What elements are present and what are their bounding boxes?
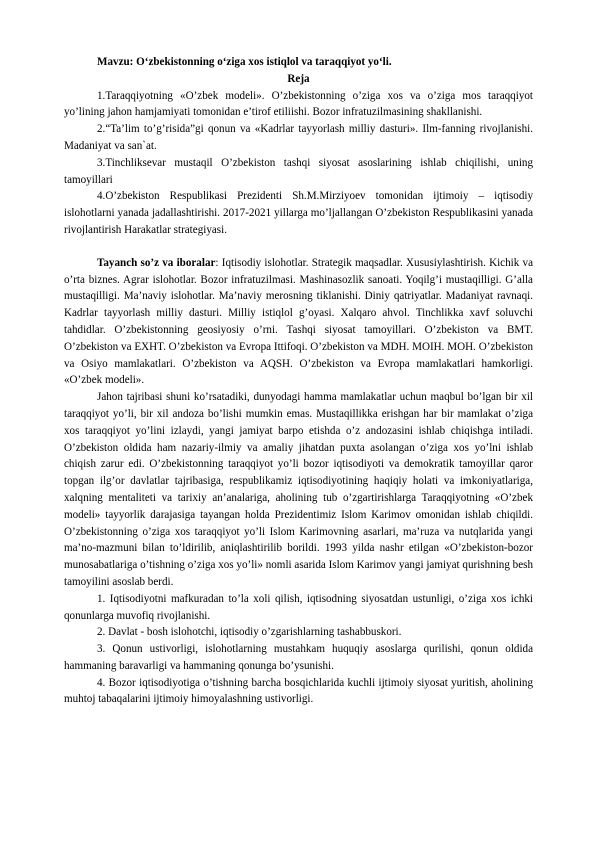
body-paragraph: Jahon tajribasi shuni ko’rsatadiki, dunyodagi hamma mamlakatlar uchun maqbul bo’lgan bir xil taraqqiyot yo’li, bir xil andoza bo’lishi mumkin emas. Mustaqillikka erishgan har bir mamlakat o’ziga xos taraqqiyot yo’lini izlaydi, yangi jamiyat barpo etishda o’z andozasini ishlab chiqishga intiladi. O’zbekiston oldida ham nazariy-ilmiy va amaliy jihatdan puxta asolangan o’ziga xos yo’lni ishlab chiqish zarur edi. O’zbekistonning taraqqiyot yo’li bozor iqtisodiyoti va demokratik tamoyillar qaror topgan ilg’or davlatlar tajribasiga, respublikamiz iqtisodiyotining haqiqiy holati va imkoniyatlariga, xalqning mentaliteti va tarixiy an’analariga, aholining tub o’zgartirishlarga Taraqqiyotning «O’zbek modeli» tayyorlik darajasiga tayangan holda Prezidentimiz Islom Karimov omonidan ishlab chiqildi. O’zbekistonning o’ziga xos taraqqiyot yo’li Islom Karimovning asarlari, ma’ruza va nutqlarida yangi ma’no-mazmuni bilan to’ldirilib, aniqlashtirilib borildi. 1993 yilda nashr etilgan «O’zbekiston-bozor munosabatlariga o’tishning o’ziga xos yo’li» nomli asarida Islom Karimov yangi jamiyat qurishning besh tamoyilini asoslab berdi. (64, 391, 533, 588)
topic-title: Mavzu: O‘zbekistonning o‘ziga xos istiqlol va taraqqiyot yo‘li. (97, 56, 392, 68)
plan-list (64, 88, 533, 239)
plan-heading: Reja (287, 72, 310, 85)
keywords-paragraph (64, 255, 533, 389)
principle-item: 2. Davlat - bosh islohotchi, iqtisodiy o’zgarishlarning tashabbuskori. (97, 626, 402, 639)
paragraph-gap (64, 239, 533, 255)
keywords-label: Tayanch so’z va iboralar (97, 256, 216, 269)
principle-item: 3. Qonun ustivorligi, islohotlarning mustahkam huquqiy asoslarga qurilishi, qonun oldida hammaning baravarligi va hammaning qonunga bo’ysunishi. (64, 643, 533, 672)
document-page (64, 54, 533, 708)
plan-item: 4.O’zbekiston Respublikasi Prezidenti Sh.M.Mirziyoev tomonidan ijtimoiy – iqtisodiy islohotlarni yanada jadallashtirishi. 2017-2021 yillarga mo’ljallangan O’zbekiston Respublikasini yanada rivojlantirish Harakatlar strategiyasi. (64, 190, 533, 236)
keywords-text: : Iqtisodiy islohotlar. Strategik maqsadlar. Xususiylashtirish. Kichik va o’rta biznes. Agrar islohotlar. Bozor infratuzilmasi. Mashinasozlik sanoati. Yoqilg’i mustaqilligi. G’alla mustaqilligi. Ma’naviy islohotlar. Ma’naviy merosning tiklanishi. Diniy qatriyatlar. Madaniyat ravnaqi. Kadrlar tayyorlash milliy dasturi. Milliy istiqlol g’oyasi. Xalqaro ahvol. Tinchlikka xavf soluvchi tahdidlar. O’zbekistonning geosiyosiy o’rni. Tashqi siyosat tamoyillari. O’zbekiston va BMT. O’zbekiston va EXHT. O’zbekiston va Evropa Ittifoqi. O’zbekiston va MDH. MOIH. MOH. O’zbekiston va Osiyo mamlakatlari. O’zbekiston va AQSH. O’zbekiston va Evropa mamlakatlari hamkorligi. «O’zbek modeli». (64, 256, 533, 387)
principle-item: 4. Bozor iqtisodiyotiga o’tishning barcha bosqichlarida kuchli ijtimoiy siyosat yuritish, aholining muhtoj tabaqalarini ijtimoiy himoyalashning ustivorligi. (64, 676, 533, 706)
plan-item: 1.Taraqqiyotning «O’zbek modeli». O’zbekistonning o’ziga xos va o’ziga mos taraqqiyot yo’lining jahon hamjamiyati tomonidan e’tirof etiliishi. Bozor infratuzilmasining shakllanishi. (64, 89, 533, 119)
body-text (64, 389, 533, 708)
plan-item: 2.“Ta’lim to’g’risida”gi qonun va «Kadrlar tayyorlash milliy dasturi». Ilm-fanning rivojlanishi. Madaniyat va san`at. (64, 123, 533, 152)
plan-item: 3.Tinchliksevar mustaqil O’zbekiston tashqi siyosat asoslarining ishlab chiqilishi, uning tamoyillari (64, 156, 533, 186)
principle-item: 1. Iqtisodiyotni mafkuradan to’la xoli qilish, iqtisodning siyosatdan ustunligi, o’ziga xos ichki qonunlarga muvofiq rivojlanishi. (64, 592, 533, 622)
